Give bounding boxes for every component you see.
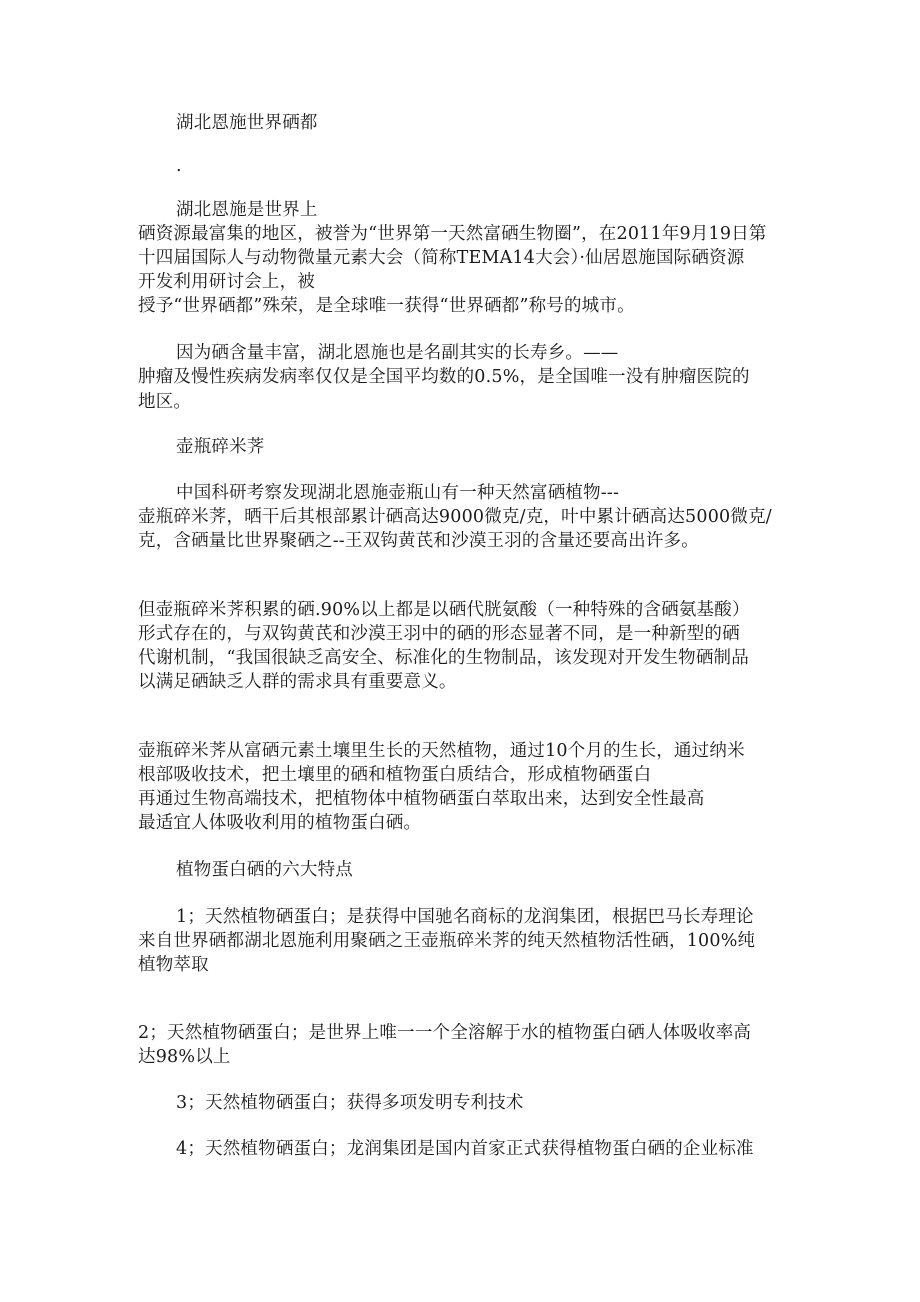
paragraph-line: 因为硒含量丰富，湖北恩施也是名副其实的长寿乡。—— <box>176 343 619 363</box>
paragraph-line: 代谢机制，“我国很缺乏高安全、标准化的生物制品，该发现对开发生物硒制品 <box>138 648 749 668</box>
feature-line: 达98%以上 <box>138 1047 231 1067</box>
paragraph-line: 壶瓶碎米荠从富硒元素土壤里生长的天然植物，通过10个月的生长，通过纳米 <box>138 741 745 761</box>
feature-line: 1；天然植物硒蛋白；是获得中国驰名商标的龙润集团，根据巴马长寿理论 <box>176 907 754 927</box>
feature-line: 4；天然植物硒蛋白；龙润集团是国内首家正式获得植物蛋白硒的企业标准 <box>176 1139 754 1159</box>
separator-dot: . <box>176 156 182 176</box>
paragraph-line: 硒资源最富集的地区，被誉为“世界第一天然富硒生物圈”，在2011年9月19日第 <box>138 224 767 244</box>
paragraph-line: 湖北恩施是世界上 <box>176 200 318 220</box>
feature-line: 植物萃取 <box>138 955 209 975</box>
document-title: 湖北恩施世界硒都 <box>176 113 318 133</box>
paragraph-line: 地区。 <box>138 392 192 412</box>
feature-line: 3；天然植物硒蛋白；获得多项发明专利技术 <box>176 1093 524 1113</box>
paragraph-line: 最适宜人体吸收利用的植物蛋白硒。 <box>138 813 422 833</box>
paragraph-line: 中国科研考察发现湖北恩施壶瓶山有一种天然富硒植物--- <box>176 483 620 503</box>
section-heading: 壶瓶碎米荠 <box>176 437 265 457</box>
paragraph-line: 克，含硒量比世界聚硒之--王双钩黄芪和沙漠王羽的含量还要高出许多。 <box>138 531 699 551</box>
paragraph-line: 根部吸收技术，把土壤里的硒和植物蛋白质结合，形成植物硒蛋白 <box>138 765 652 785</box>
paragraph-line: 壶瓶碎米荠，晒干后其根部累计硒高达9000微克/克，叶中累计硒高达5000微克/ <box>138 507 772 527</box>
paragraph-line: 但壶瓶碎米荠积累的硒.90%以上都是以硒代胱氨酸（一种特殊的含硒氨基酸） <box>138 600 750 620</box>
paragraph-line: 十四届国际人与动物微量元素大会（简称TEMA14大会）·仙居恩施国际硒资源 <box>138 248 745 268</box>
feature-line: 来自世界硒都湖北恩施利用聚硒之王壶瓶碎米荠的纯天然植物活性硒，100%纯 <box>138 931 756 951</box>
paragraph-line: 再通过生物高端技术，把植物体中植物硒蛋白萃取出来，达到安全性最高 <box>138 789 705 809</box>
paragraph-line: 授予“世界硒都”殊荣，是全球唯一获得“世界硒都”称号的城市。 <box>138 296 635 316</box>
paragraph-line: 以满足硒缺乏人群的需求具有重要意义。 <box>138 672 457 692</box>
paragraph-line: 形式存在的，与双钩黄芪和沙漠王羽中的硒的形态显著不同，是一种新型的硒 <box>138 624 740 644</box>
feature-line: 2；天然植物硒蛋白；是世界上唯一一个全溶解于水的植物蛋白硒人体吸收率高 <box>138 1023 752 1043</box>
section-heading: 植物蛋白硒的六大特点 <box>176 860 353 880</box>
paragraph-line: 肿瘤及慢性疾病发病率仅仅是全国平均数的0.5%，是全国唯一没有肿瘤医院的 <box>138 367 750 387</box>
paragraph-line: 开发利用研讨会上，被 <box>138 272 315 292</box>
